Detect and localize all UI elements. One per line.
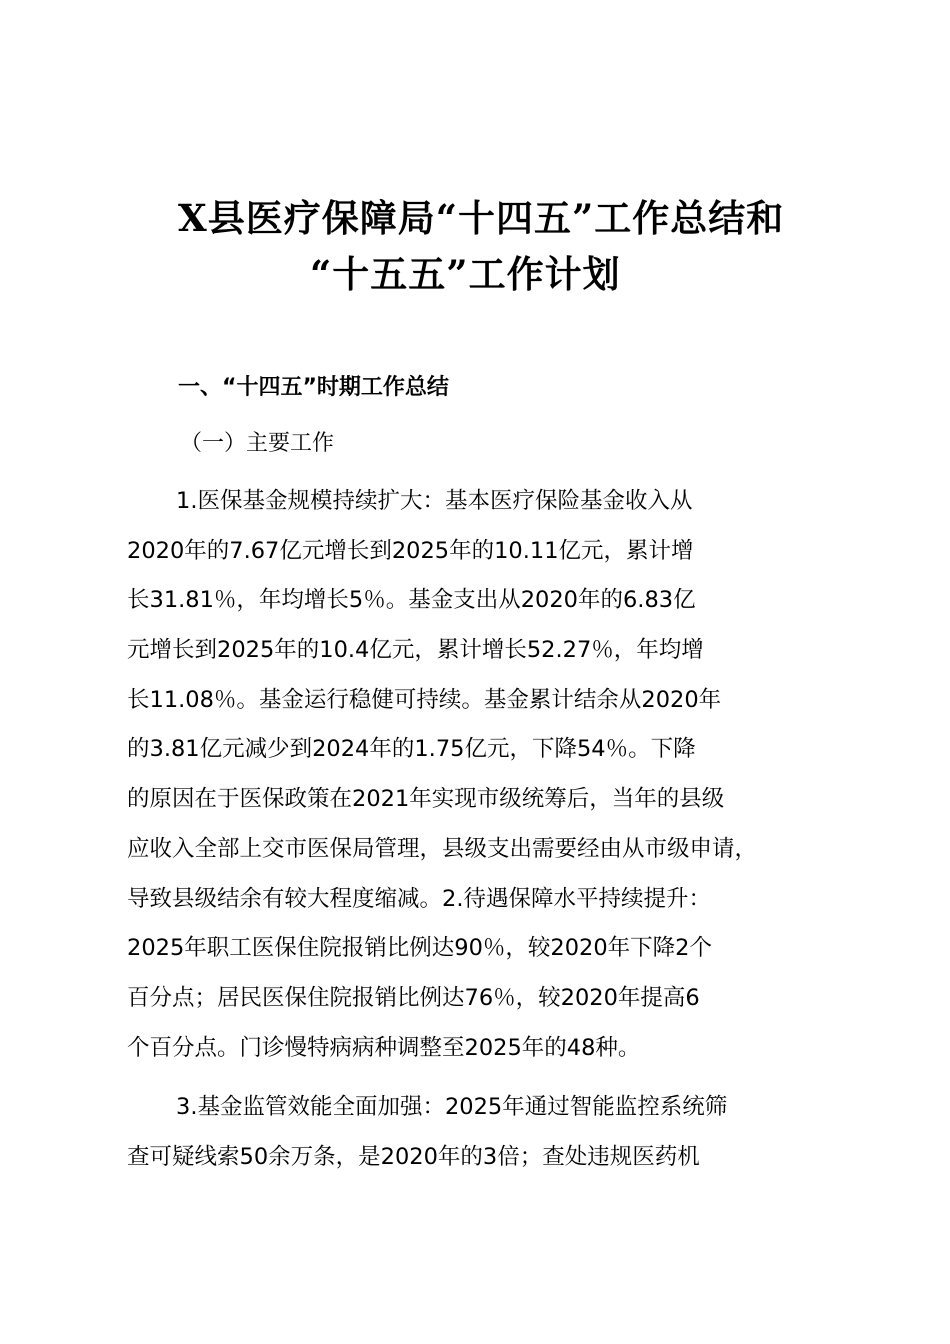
paragraph-line: 长31.81％，年均增长5％。基金支出从2020年的6.83亿 <box>127 587 696 614</box>
title-line-1: X县医疗保障局“十四五”工作总结和 <box>178 196 785 240</box>
paragraph-line: 2020年的7.67亿元增长到2025年的10.11亿元，累计增 <box>127 537 694 564</box>
paragraph-line: 的3.81亿元减少到2024年的1.75亿元，下降54％。下降 <box>127 736 696 763</box>
document-title <box>170 190 850 302</box>
paragraph-fund-supervision <box>127 1083 837 1182</box>
paragraph-line: 3.基金监管效能全面加强：2025年通过智能监控系统筛 <box>176 1094 728 1120</box>
paragraph-line: 应收入全部上交市医保局管理，县级支出需要经由从市级申请， <box>127 835 758 862</box>
paragraph-line: 元增长到2025年的10.4亿元，累计增长52.27％，年均增 <box>127 637 704 664</box>
paragraph-line: 导致县级结余有较大程度缩减。2.待遇保障水平持续提升： <box>127 885 711 912</box>
paragraph-line: 百分点；居民医保住院报销比例达76％，较2020年提高6 <box>127 984 700 1011</box>
paragraph-line: 2025年职工医保住院报销比例达90％，较2020年下降2个 <box>127 935 712 962</box>
paragraph-line: 个百分点。门诊慢特病病种调整至2025年的48种。 <box>127 1034 641 1061</box>
paragraph-line: 1.医保基金规模持续扩大：基本医疗保险基金收入从 <box>176 488 693 514</box>
paragraph-line: 的原因在于医保政策在2021年实现市级统筹后，当年的县级 <box>127 786 725 813</box>
section-heading: 一、“十四五”时期工作总结 <box>178 375 449 400</box>
paragraph-main-work <box>127 477 837 1073</box>
paragraph-line: 长11.08％。基金运行稳健可持续。基金累计结余从2020年 <box>127 686 722 713</box>
subsection-heading: （一）主要工作 <box>180 431 335 456</box>
title-line-2: “十五五”工作计划 <box>310 252 621 296</box>
paragraph-line: 查可疑线索50余万条，是2020年的3倍；查处违规医药机 <box>127 1143 700 1170</box>
